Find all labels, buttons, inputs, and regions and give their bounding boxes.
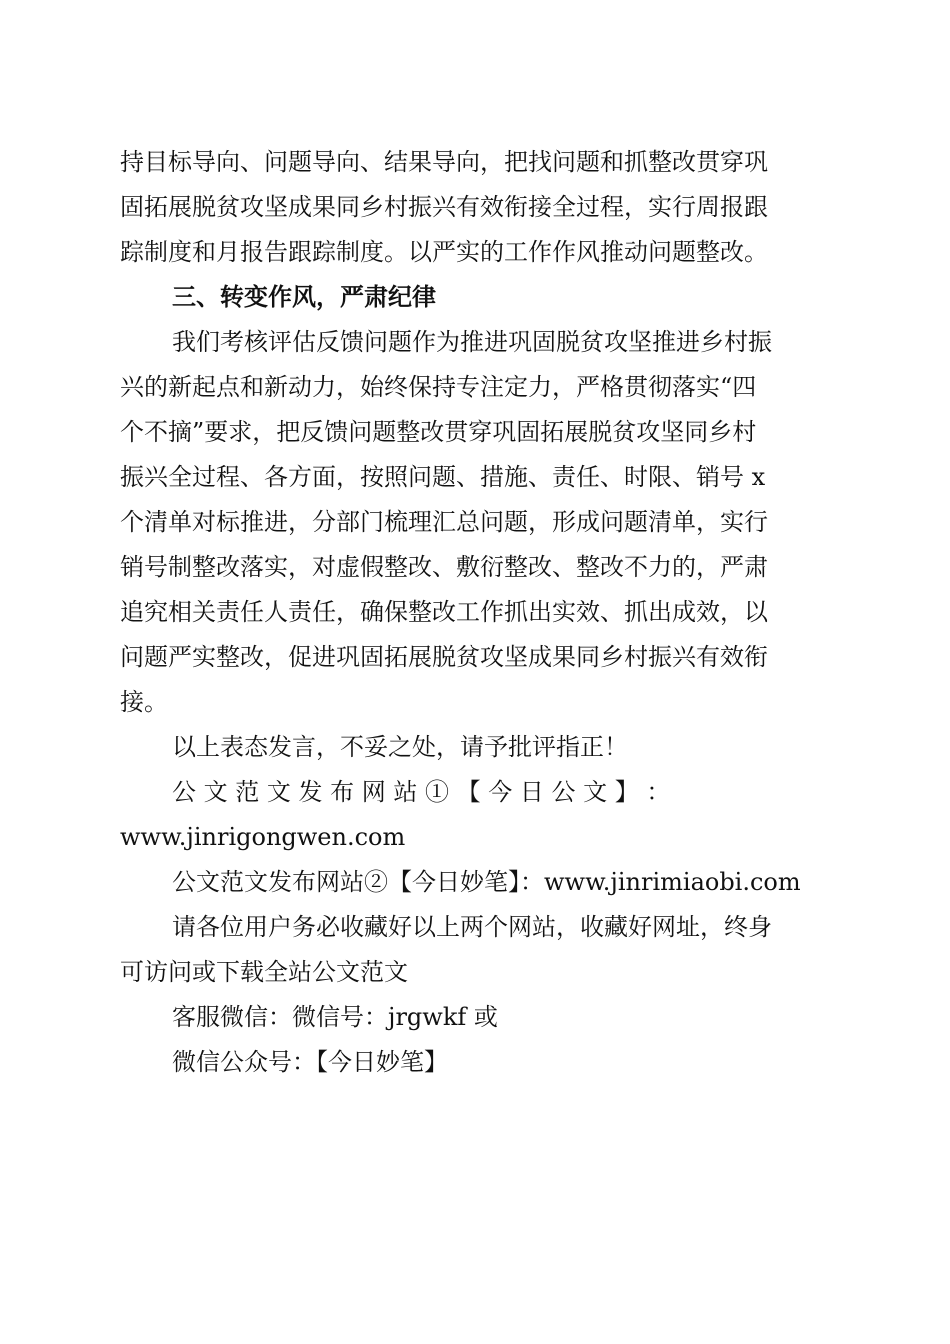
paragraph-line: 持目标导向、问题导向、结果导向，把找问题和抓整改贯穿巩 [120,148,768,176]
paragraph-line: 振兴全过程、各方面，按照问题、措施、责任、时限、销号 x [120,463,766,491]
site1-url: www.jinrigongwen.com [120,823,406,851]
paragraph-line: 销号制整改落实，对虚假整改、敷衍整改、整改不力的，严肃 [120,553,768,581]
official-account-line: 微信公众号：【今日妙笔】 [172,1048,448,1076]
paragraph-line: 兴的新起点和新动力，始终保持专注定力，严格贯彻落实“四 [120,373,757,401]
bookmark-line: 请各位用户务必收藏好以上两个网站，收藏好网址，终身 [172,913,772,941]
paragraph-line: 问题严实整改，促进巩固拓展脱贫攻坚成果同乡村振兴有效衔 [120,643,768,671]
paragraph-line: 追究相关责任人责任，确保整改工作抓出实效、抓出成效，以 [120,598,768,626]
wechat-line: 客服微信：微信号：jrgwkf 或 [172,1003,498,1031]
site2-line: 公文范文发布网站②【今日妙笔】：www.jinrimiaobi.com [172,868,801,896]
site1-label: 公 文 范 文 发 布 网 站 ① 【 今 日 公 文 】 ： [172,778,671,806]
section-heading: 三、转变作风，严肃纪律 [172,283,436,311]
paragraph-line: 接。 [120,688,168,716]
bookmark-line: 可访问或下载全站公文范文 [120,958,408,986]
paragraph-line: 个清单对标推进，分部门梳理汇总问题，形成问题清单，实行 [120,508,768,536]
closing-remark: 以上表态发言，不妥之处，请予批评指正！ [172,733,628,761]
paragraph-line: 踪制度和月报告跟踪制度。以严实的工作作风推动问题整改。 [120,238,768,266]
document-body [120,140,830,1085]
paragraph-line: 个不摘”要求，把反馈问题整改贯穿巩固拓展脱贫攻坚同乡村 [120,418,757,446]
paragraph-line: 固拓展脱贫攻坚成果同乡村振兴有效衔接全过程，实行周报跟 [120,193,768,221]
paragraph-line: 我们考核评估反馈问题作为推进巩固脱贫攻坚推进乡村振 [172,328,772,356]
